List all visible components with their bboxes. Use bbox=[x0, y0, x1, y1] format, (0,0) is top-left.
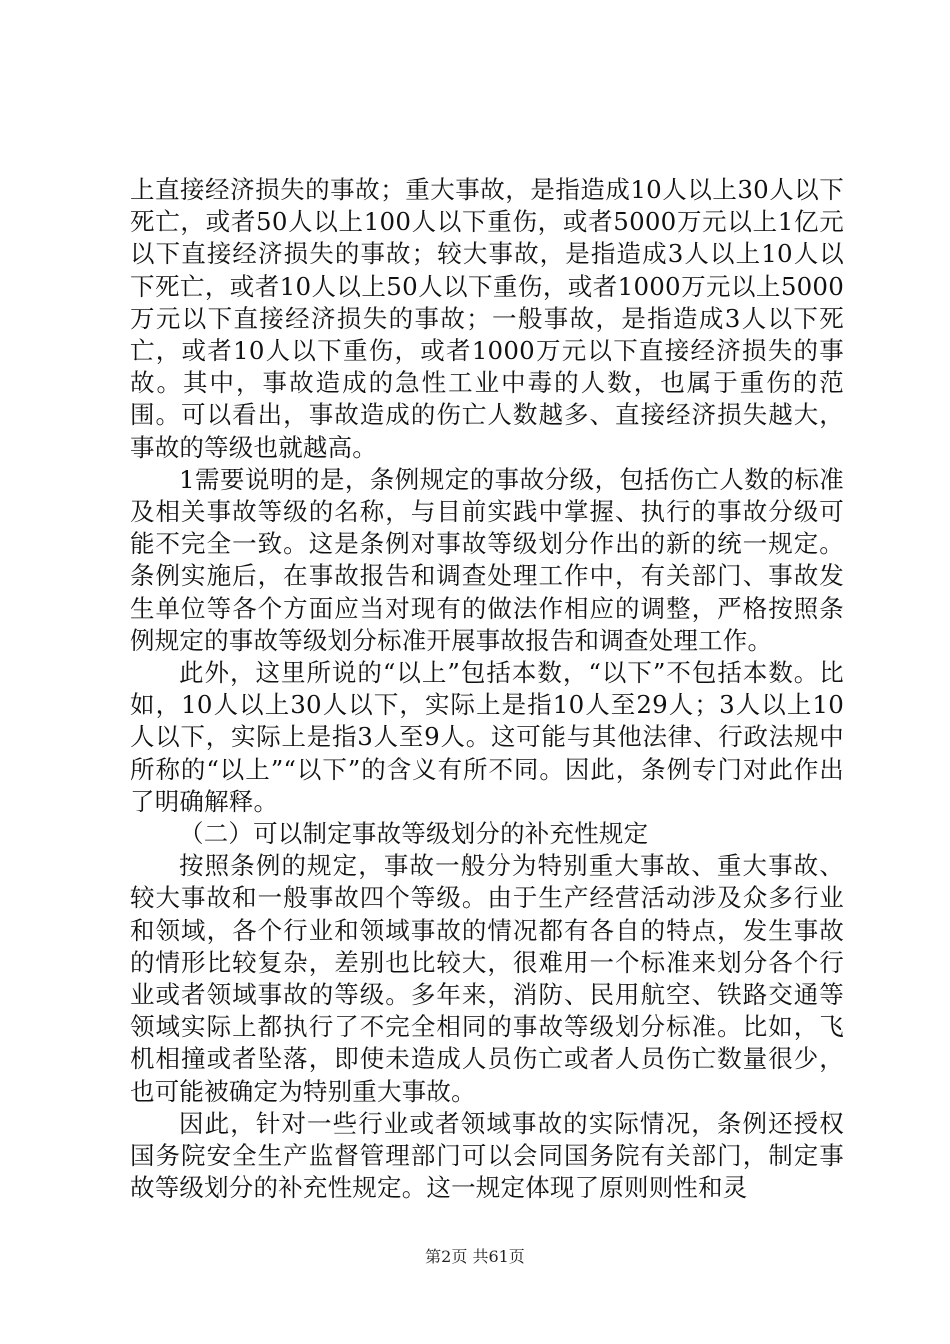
section-heading: （二）可以制定事故等级划分的补充性规定 bbox=[179, 819, 649, 849]
document-body bbox=[130, 174, 844, 1205]
paragraph-5: 因此，针对一些行业或者领域事故的实际情况，条例还授权国务院安全生产监督管理部门可以会同国务院有关部门，制定事故等级划分的补充性规定。这一规定体现了原则则性和灵 bbox=[130, 1108, 844, 1203]
page-footer: 第2页 共61页 bbox=[425, 1247, 525, 1266]
paragraph-2: 1需要说明的是，条例规定的事故分级，包括伤亡人数的标准及相关事故等级的名称，与目前实践中掌握、执行的事故分级可能不完全一致。这是条例对事故等级划分作出的新的统一规定。条例实施后，在事故报告和调查处理工作中，有关部门、事故发生单位等各个方面应当对现有的做法作相应的调整，严格按照条例规定的事故等级划分标准开展事故报告和调查处理工作。 bbox=[130, 464, 844, 655]
paragraph-4: 按照条例的规定，事故一般分为特别重大事故、重大事故、较大事故和一般事故四个等级。由于生产经营活动涉及众多行业和领域，各个行业和领域事故的情况都有各自的特点，发生事故的情形比较复杂，差别也比较大，很难用一个标准来划分各个行业或者领域事故的等级。多年来，消防、民用航空、铁路交通等领域实际上都执行了不完全相同的事故等级划分标准。比如，飞机相撞或者坠落，即使未造成人员伤亡或者人员伤亡数量很少，也可能被确定为特别重大事故。 bbox=[130, 851, 844, 1106]
paragraph-3: 此外，这里所说的“以上”包括本数，“以下”不包括本数。比如，10人以上30人以下，实际上是指10人至29人；3人以上10人以下，实际上是指3人至9人。这可能与其他法律、行政法规中所称的“以上”“以下”的含义有所不同。因此，条例专门对此作出了明确解释。 bbox=[130, 658, 844, 816]
paragraph-1: 上直接经济损失的事故；重大事故，是指造成10人以上30人以下死亡，或者50人以上100人以下重伤，或者5000万元以上1亿元以下直接经济损失的事故；较大事故，是指造成3人以上10人以下死亡，或者10人以上50人以下重伤，或者1000万元以上5000万元以下直接经济损失的事故；一般事故，是指造成3人以下死亡，或者10人以下重伤，或者1000万元以下直接经济损失的事故。其中，事故造成的急性工业中毒的人数，也属于重伤的范围。可以看出，事故造成的伤亡人数越多、直接经济损失越大，事故的等级也就越高。 bbox=[130, 175, 844, 462]
